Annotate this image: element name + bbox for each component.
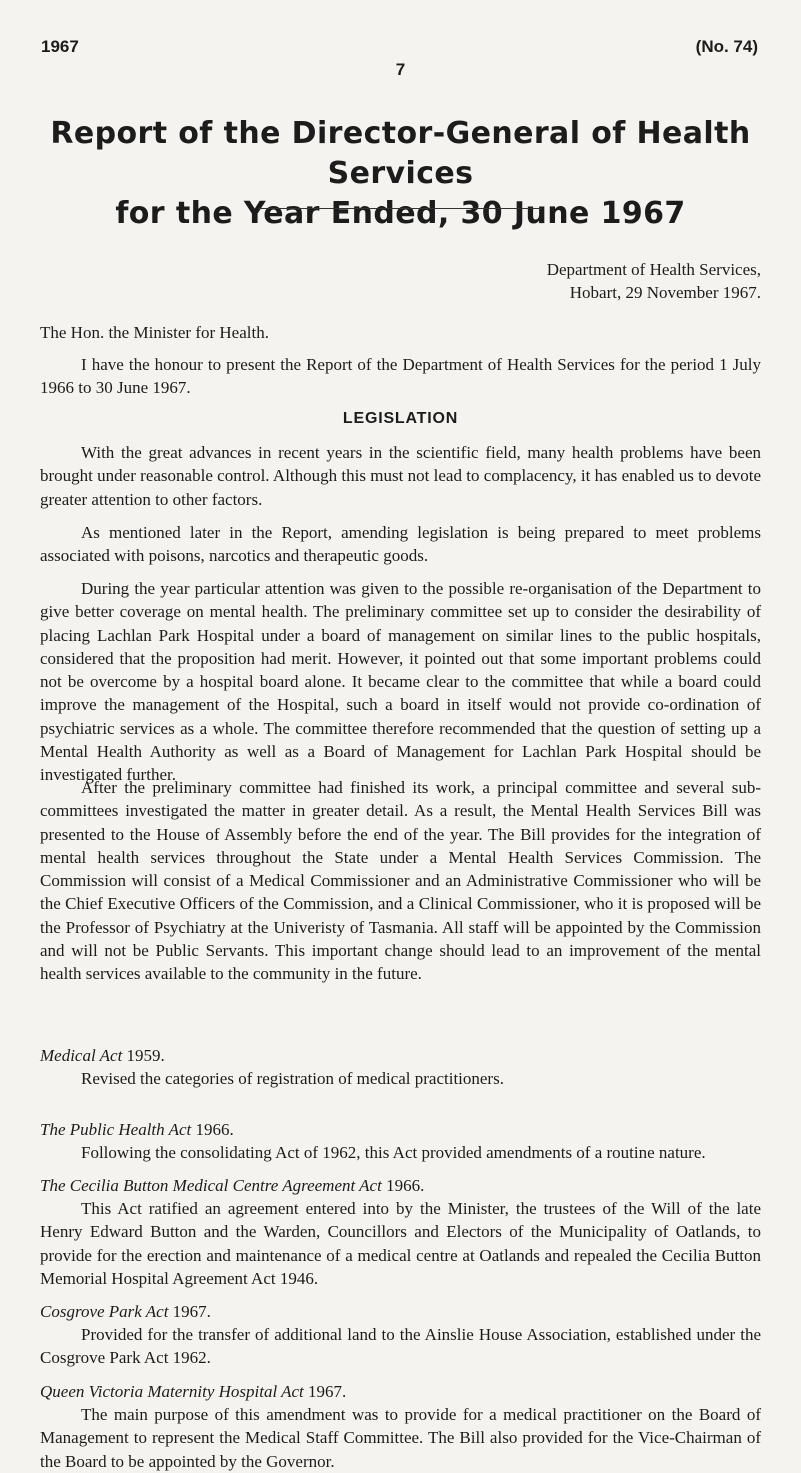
- title-divider: [258, 208, 542, 209]
- header-year: 1967: [41, 37, 79, 56]
- legislation-paragraph-2: As mentioned later in the Report, amending legislation is being prepared to meet problems associated with poisons, narcotics and therapeutic goods.: [40, 523, 761, 566]
- act-text: Following the consolidating Act of 1962, this Act provided amendments of a routine nature.: [81, 1143, 706, 1162]
- act-text: The main purpose of this amendment was to provide for a medical practitioner on the Board of Management to represent the Medical Staff Committee. The Bill also provided for the Vice-Chairman of the Board to be appointed by the Governor.: [40, 1405, 761, 1471]
- act-title: The Public Health Act: [40, 1120, 192, 1139]
- intro-paragraph: I have the honour to present the Report of the Department of Health Services for the period 1 July 1966 to 30 June 1967.: [40, 355, 761, 398]
- act-year: 1967.: [168, 1302, 211, 1321]
- report-title-line-2: for the Year Ended, 30 June 1967: [115, 196, 686, 231]
- act-heading-medical-act: [40, 1044, 761, 1067]
- act-title: Queen Victoria Maternity Hospital Act: [40, 1382, 304, 1401]
- salutation: The Hon. the Minister for Health.: [40, 323, 269, 342]
- page-number: 7: [395, 60, 406, 79]
- act-title: Cosgrove Park Act: [40, 1302, 169, 1321]
- act-year: 1959.: [126, 1046, 165, 1065]
- header-paper-number: (No. 74): [695, 37, 758, 56]
- legislation-paragraph-3: During the year particular attention was given to the possible re-organisation of the Department to give better coverage on mental health. The preliminary committee set up to consider the desirability of placing Lachlan Park Hospital under a board of management on similar lines to the public hospitals, considered that the proposition had merit. However, it pointed out that some important problems could not be overcome by a hospital board alone. It became clear to the committee that while a board could improve the management of the Hospital, such a board in itself would not provide co-ordination of psychiatric services as a whole. The committee therefore recommended that the question of setting up a Mental Health Authority as well as a Board of Management for Lachlan Park Hospital should be investigated further.: [40, 579, 761, 785]
- act-text: Provided for the transfer of additional land to the Ainslie House Association, established under the Cosgrove Park Act 1962.: [40, 1325, 761, 1368]
- act-year: 1966.: [381, 1176, 425, 1195]
- act-text: This Act ratified an agreement entered into by the Minister, the trustees of the Will of the late Henry Edward Button and the Warden, Councillors and Electors of the Municipality of Oatlands, to provide for the erection and maintenance of a medical centre at Oatlands and repealed the Cecilia Button Memorial Hospital Agreement Act 1946.: [40, 1199, 761, 1288]
- address-line-1: Department of Health Services,: [546, 260, 761, 279]
- act-heading: [40, 1380, 761, 1403]
- act-title: The Cecilia Button Medical Centre Agreement Act: [40, 1176, 382, 1195]
- act-year: 1966.: [195, 1120, 234, 1139]
- act-title: Medical Act: [40, 1046, 123, 1065]
- act-text: Revised the categories of registration of medical practitioners.: [81, 1069, 504, 1088]
- act-heading: [40, 1300, 761, 1323]
- report-title-line-1: Report of the Director-General of Health Services: [50, 116, 751, 191]
- legislation-paragraph-1: With the great advances in recent years in the scientific field, many health problems have been brought under reasonable control. Although this must not lead to complacency, it has enabled us to devote greater attention to other factors.: [40, 443, 761, 509]
- legislation-heading: LEGISLATION: [342, 410, 459, 427]
- sender-address: [547, 258, 761, 304]
- legislation-paragraph-4: After the preliminary committee had finished its work, a principal committee and several sub-committees investigated the matter in greater detail. As a result, the Mental Health Services Bill was presented to the House of Assembly before the end of the year. The Bill provides for the integration of mental health services throughout the State under a Mental Health Services Commission. The Commission will consist of a Medical Commissioner and an Administrative Commissioner who will be the Chief Executive Officers of the Commission, and a Clinical Commissioner, who it is proposed will be the Professor of Psychiatry at the Univeristy of Tasmania. All staff will be appointed by the Commission and will not be Public Servants. This important change should lead to an improvement of the mental health services available to the community in the future.: [40, 778, 761, 984]
- report-title: [0, 114, 801, 234]
- act-year: 1967.: [303, 1382, 347, 1401]
- address-line-2: Hobart, 29 November 1967.: [569, 283, 761, 302]
- act-heading: [40, 1174, 761, 1197]
- act-heading-public-health-act: [40, 1118, 761, 1141]
